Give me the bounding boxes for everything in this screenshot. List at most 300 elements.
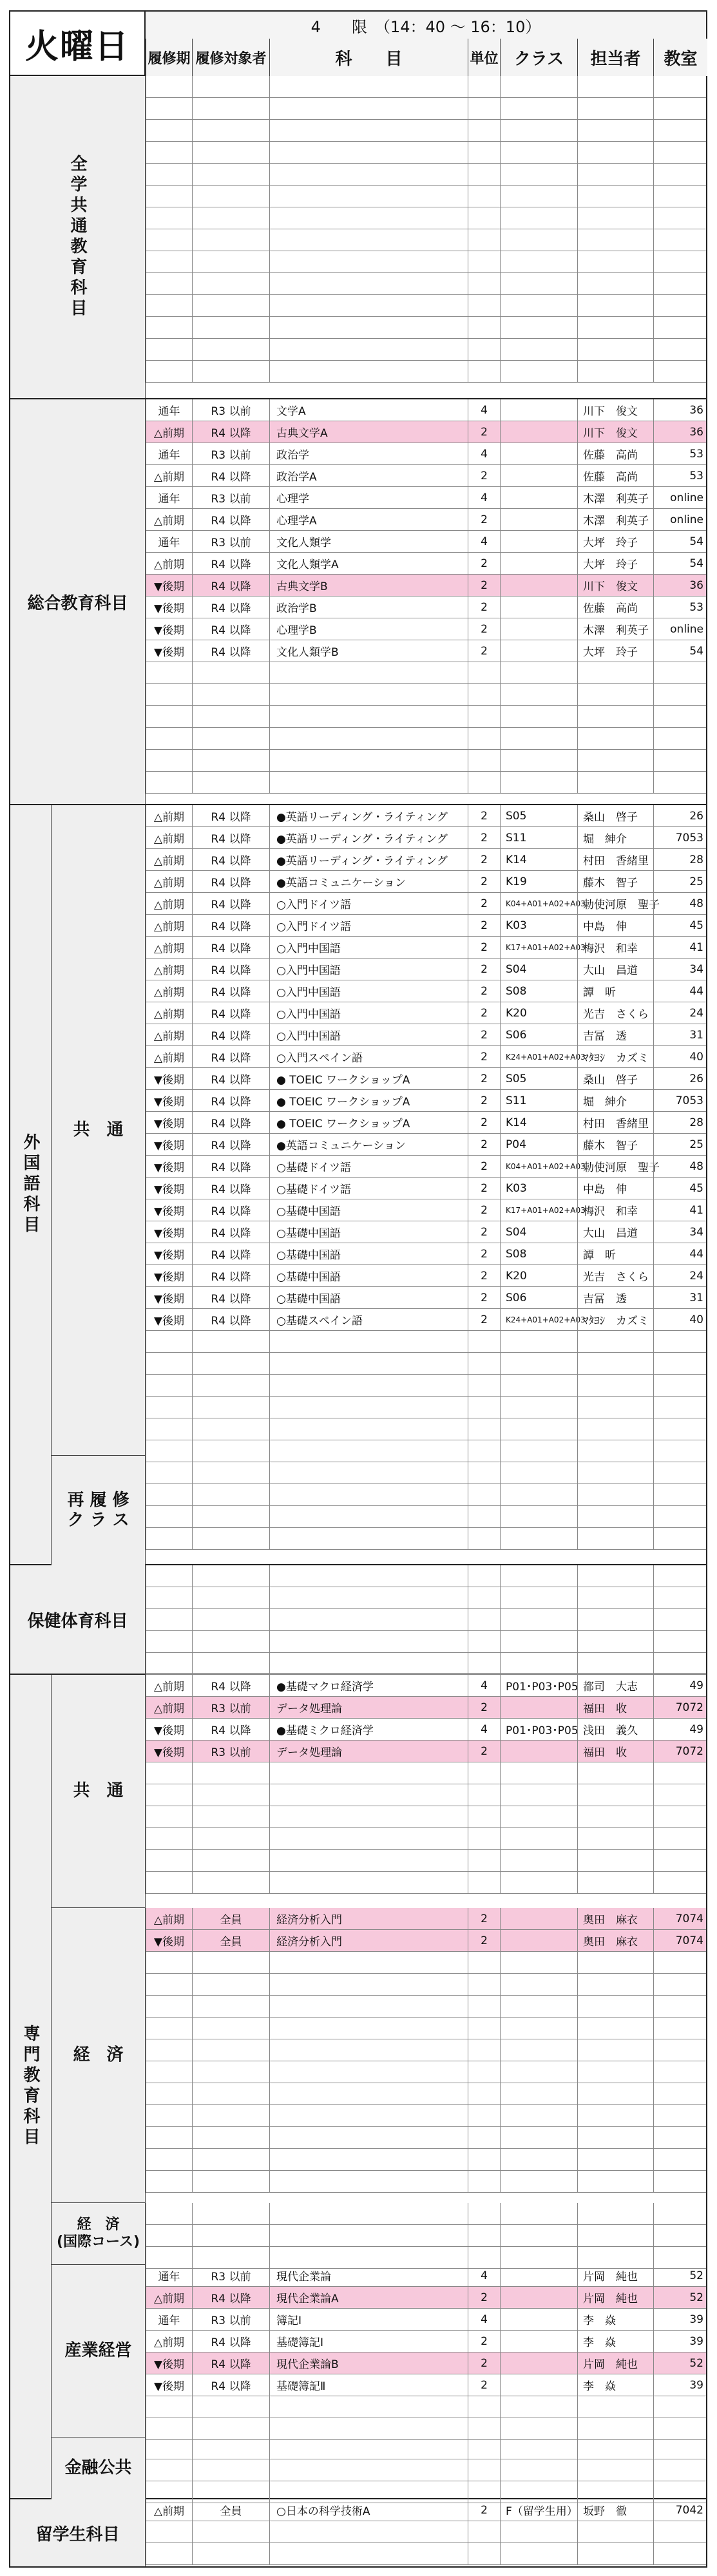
cell-target: R4 以降 bbox=[192, 1112, 269, 1133]
cell-unit bbox=[468, 706, 500, 727]
table-row bbox=[146, 1243, 706, 1265]
cell-term bbox=[146, 1952, 192, 1973]
cell-teacher: 堀 紳介 bbox=[577, 827, 653, 848]
table-row bbox=[146, 1719, 706, 1741]
cell-term: △前期 bbox=[146, 849, 192, 870]
cell-room bbox=[653, 1762, 706, 1784]
cell-subject bbox=[269, 1462, 468, 1484]
cell-teacher bbox=[577, 1397, 653, 1418]
cell-unit bbox=[468, 186, 500, 207]
cell-term: ▼後期 bbox=[146, 618, 192, 640]
cell-cls bbox=[500, 1375, 577, 1396]
cell-teacher: 譚 昕 bbox=[577, 980, 653, 1002]
cell-cls bbox=[500, 640, 577, 662]
cell-room: 34 bbox=[653, 1221, 706, 1243]
empty-row bbox=[146, 1996, 706, 2018]
col-header-class: クラス bbox=[500, 39, 577, 76]
cell-term bbox=[146, 76, 192, 97]
cell-teacher bbox=[577, 295, 653, 316]
cell-subject bbox=[269, 1762, 468, 1784]
cell-target: R4 以降 bbox=[192, 1675, 269, 1696]
cell-cls bbox=[500, 684, 577, 705]
cell-cls bbox=[500, 2225, 577, 2246]
table-header bbox=[9, 10, 707, 76]
table-row bbox=[146, 1178, 706, 1199]
cell-cls: K04+A01+A02+A03 bbox=[500, 1156, 577, 1177]
cell-term bbox=[146, 1609, 192, 1630]
cell-teacher: 大坪 玲子 bbox=[577, 553, 653, 574]
cell-teacher: 吉冨 透 bbox=[577, 1024, 653, 1045]
cell-cls bbox=[500, 186, 577, 207]
cell-cls: K04+A01+A02+A03 bbox=[500, 893, 577, 914]
rows-sogo bbox=[146, 399, 706, 804]
cell-unit: 2 bbox=[468, 1309, 500, 1330]
empty-row bbox=[146, 2438, 706, 2459]
cell-unit bbox=[468, 2171, 500, 2192]
cell-target bbox=[192, 76, 269, 97]
cell-target: R4 以降 bbox=[192, 1178, 269, 1199]
cell-room: 45 bbox=[653, 915, 706, 936]
cell-unit bbox=[468, 1850, 500, 1871]
cell-target bbox=[192, 1609, 269, 1630]
cell-target bbox=[192, 1762, 269, 1784]
cell-cls bbox=[500, 2438, 577, 2459]
section-label-hoken: 保健体育科目 bbox=[10, 1565, 146, 1674]
cell-subject: ○日本の科学技術A bbox=[269, 2499, 468, 2521]
cell-unit bbox=[468, 1872, 500, 1893]
cell-unit: 2 bbox=[468, 1068, 500, 1089]
cell-unit bbox=[468, 2418, 500, 2439]
cell-subject bbox=[269, 1631, 468, 1652]
subsection-label-gaikokugo-kyotsu: 共 通 bbox=[52, 805, 146, 1456]
col-header-room: 教室 bbox=[653, 39, 707, 76]
cell-unit bbox=[468, 251, 500, 272]
cell-target: R4 以降 bbox=[192, 1719, 269, 1740]
cell-term: ▼後期 bbox=[146, 1930, 192, 1951]
cell-term bbox=[146, 1784, 192, 1806]
empty-row bbox=[146, 1952, 706, 1974]
empty-row bbox=[146, 662, 706, 684]
table-row bbox=[146, 1908, 706, 1930]
empty-row bbox=[146, 2083, 706, 2105]
table-row bbox=[146, 1134, 706, 1156]
empty-row bbox=[146, 1418, 706, 1440]
cell-subject bbox=[269, 2396, 468, 2418]
cell-teacher bbox=[577, 207, 653, 229]
cell-target: R4 以降 bbox=[192, 1287, 269, 1308]
cell-term bbox=[146, 1484, 192, 1505]
cell-cls bbox=[500, 1440, 577, 1462]
cell-subject bbox=[269, 1952, 468, 1973]
empty-row bbox=[146, 1784, 706, 1806]
empty-row bbox=[146, 142, 706, 164]
cell-term: ▼後期 bbox=[146, 1112, 192, 1133]
table-row bbox=[146, 575, 706, 596]
cell-target: 全員 bbox=[192, 1908, 269, 1929]
cell-subject bbox=[269, 2061, 468, 2083]
cell-room bbox=[653, 317, 706, 338]
cell-term bbox=[146, 207, 192, 229]
cell-teacher bbox=[577, 2521, 653, 2543]
cell-subject: ○基礎中国語 bbox=[269, 1265, 468, 1286]
table-row bbox=[146, 465, 706, 487]
cell-unit: 2 bbox=[468, 871, 500, 892]
cell-cls: S06 bbox=[500, 1024, 577, 1045]
empty-row bbox=[146, 2521, 706, 2543]
cell-teacher: 桑山 啓子 bbox=[577, 805, 653, 826]
cell-cls bbox=[500, 487, 577, 508]
cell-unit bbox=[468, 1528, 500, 1549]
cell-teacher: 佐藤 高尚 bbox=[577, 596, 653, 618]
cell-cls bbox=[500, 2309, 577, 2330]
cell-subject bbox=[269, 706, 468, 727]
cell-teacher bbox=[577, 2203, 653, 2224]
subsection-label-keizai: 経 済 bbox=[52, 1908, 146, 2203]
table-row bbox=[146, 871, 706, 893]
cell-teacher: 木澤 利英子 bbox=[577, 487, 653, 508]
cell-subject bbox=[269, 1587, 468, 1608]
cell-cls: S05 bbox=[500, 805, 577, 826]
empty-row bbox=[146, 1375, 706, 1397]
cell-teacher bbox=[577, 251, 653, 272]
empty-row bbox=[146, 2105, 706, 2127]
cell-cls bbox=[500, 1784, 577, 1806]
table-row bbox=[146, 1309, 706, 1331]
cell-teacher: 木澤 利英子 bbox=[577, 509, 653, 530]
cell-cls bbox=[500, 2396, 577, 2418]
cell-cls bbox=[500, 553, 577, 574]
cell-target bbox=[192, 1331, 269, 1352]
cell-term: ▼後期 bbox=[146, 1156, 192, 1177]
cell-room bbox=[653, 1850, 706, 1871]
cell-cls bbox=[500, 295, 577, 316]
cell-target: R3 以前 bbox=[192, 2265, 269, 2286]
table-row bbox=[146, 1199, 706, 1221]
cell-target bbox=[192, 2396, 269, 2418]
cell-cls bbox=[500, 2018, 577, 2039]
empty-row bbox=[146, 317, 706, 339]
cell-cls bbox=[500, 1609, 577, 1630]
cell-cls bbox=[500, 2105, 577, 2126]
cell-room bbox=[653, 2149, 706, 2170]
cell-unit: 2 bbox=[468, 1265, 500, 1286]
cell-target: R3 以前 bbox=[192, 487, 269, 508]
cell-subject: ○入門中国語 bbox=[269, 980, 468, 1002]
cell-subject bbox=[269, 2018, 468, 2039]
cell-subject: ● TOEIC ワークショップA bbox=[269, 1112, 468, 1133]
cell-unit: 2 bbox=[468, 2287, 500, 2308]
cell-unit bbox=[468, 142, 500, 163]
cell-term bbox=[146, 1353, 192, 1374]
cell-term bbox=[146, 2127, 192, 2148]
table-row bbox=[146, 2374, 706, 2396]
cell-room: 26 bbox=[653, 1068, 706, 1089]
cell-cls bbox=[500, 229, 577, 251]
cell-target: R4 以降 bbox=[192, 1046, 269, 1067]
cell-subject: 古典文学B bbox=[269, 575, 468, 596]
cell-target bbox=[192, 361, 269, 382]
cell-target: R4 以降 bbox=[192, 1243, 269, 1264]
cell-term bbox=[146, 1397, 192, 1418]
cell-term bbox=[146, 98, 192, 119]
cell-term: △前期 bbox=[146, 1002, 192, 1024]
cell-term bbox=[146, 1631, 192, 1652]
cell-room bbox=[653, 2018, 706, 2039]
cell-cls: K03 bbox=[500, 915, 577, 936]
cell-subject bbox=[269, 2543, 468, 2564]
cell-room bbox=[653, 2225, 706, 2246]
cell-unit: 2 bbox=[468, 915, 500, 936]
cell-term bbox=[146, 1587, 192, 1608]
cell-teacher: 大山 昌道 bbox=[577, 959, 653, 980]
cell-term: 通年 bbox=[146, 443, 192, 464]
cell-teacher: 藤木 智子 bbox=[577, 871, 653, 892]
cell-subject: ○入門中国語 bbox=[269, 1002, 468, 1024]
cell-cls bbox=[500, 1996, 577, 2017]
cell-subject: 現代企業論 bbox=[269, 2265, 468, 2286]
empty-row bbox=[146, 2203, 706, 2225]
cell-teacher: 片岡 純也 bbox=[577, 2352, 653, 2374]
cell-cls bbox=[500, 706, 577, 727]
cell-room bbox=[653, 2083, 706, 2104]
table-row bbox=[146, 1024, 706, 1046]
cell-cls bbox=[500, 2352, 577, 2374]
cell-term bbox=[146, 662, 192, 683]
cell-unit: 2 bbox=[468, 1002, 500, 1024]
cell-unit: 2 bbox=[468, 553, 500, 574]
cell-term: △前期 bbox=[146, 1908, 192, 1929]
cell-target: R4 以降 bbox=[192, 1024, 269, 1045]
empty-row bbox=[146, 251, 706, 273]
cell-subject: ○入門中国語 bbox=[269, 1024, 468, 1045]
cell-target bbox=[192, 2061, 269, 2083]
cell-unit bbox=[468, 662, 500, 683]
cell-term bbox=[146, 120, 192, 141]
cell-target: R4 以降 bbox=[192, 465, 269, 486]
cell-room bbox=[653, 1565, 706, 1587]
cell-room: 7072 bbox=[653, 1741, 706, 1762]
cell-room: 31 bbox=[653, 1287, 706, 1308]
cell-term: ▼後期 bbox=[146, 640, 192, 662]
cell-unit bbox=[468, 339, 500, 360]
cell-term bbox=[146, 772, 192, 793]
cell-subject: ●英語リーディング・ライティング bbox=[269, 805, 468, 826]
cell-term bbox=[146, 339, 192, 360]
cell-target bbox=[192, 2018, 269, 2039]
table-row bbox=[146, 2309, 706, 2331]
cell-cls bbox=[500, 2083, 577, 2104]
cell-teacher bbox=[577, 662, 653, 683]
cell-target bbox=[192, 251, 269, 272]
cell-target: R4 以降 bbox=[192, 980, 269, 1002]
cell-room bbox=[653, 2171, 706, 2192]
cell-term: ▼後期 bbox=[146, 575, 192, 596]
cell-room: 24 bbox=[653, 1002, 706, 1024]
cell-room: 31 bbox=[653, 1024, 706, 1045]
subsection-label-saishu: 再 履 修 ク ラ ス bbox=[52, 1456, 146, 1565]
cell-teacher: 勅使河原 聖子 bbox=[577, 893, 653, 914]
cell-teacher bbox=[577, 2543, 653, 2564]
cell-teacher bbox=[577, 1528, 653, 1549]
empty-row bbox=[146, 2171, 706, 2193]
empty-row bbox=[146, 772, 706, 794]
cell-subject bbox=[269, 76, 468, 97]
col-header-teacher: 担当者 bbox=[577, 39, 653, 76]
cell-subject bbox=[269, 1375, 468, 1396]
empty-row bbox=[146, 1806, 706, 1828]
cell-room bbox=[653, 229, 706, 251]
cell-term bbox=[146, 2543, 192, 2564]
cell-cls: K24+A01+A02+A03 bbox=[500, 1046, 577, 1067]
cell-cls bbox=[500, 1762, 577, 1784]
section-label-zengaku: 全学共通教育科目 bbox=[10, 76, 146, 398]
cell-target: R3 以前 bbox=[192, 2309, 269, 2330]
cell-subject: ○基礎スペイン語 bbox=[269, 1309, 468, 1330]
cell-room: 34 bbox=[653, 959, 706, 980]
cell-room: 36 bbox=[653, 421, 706, 443]
cell-room bbox=[653, 728, 706, 749]
cell-teacher bbox=[577, 1850, 653, 1871]
table-row bbox=[146, 553, 706, 575]
cell-cls: K14 bbox=[500, 1112, 577, 1133]
cell-room bbox=[653, 1806, 706, 1827]
cell-target: R4 以降 bbox=[192, 1309, 269, 1330]
empty-row bbox=[146, 1631, 706, 1653]
cell-cls bbox=[500, 1587, 577, 1608]
cell-target bbox=[192, 1375, 269, 1396]
cell-unit bbox=[468, 229, 500, 251]
section-senmon bbox=[9, 1675, 707, 2499]
cell-room: 36 bbox=[653, 575, 706, 596]
cell-cls: S05 bbox=[500, 1068, 577, 1089]
table-row bbox=[146, 1221, 706, 1243]
cell-teacher bbox=[577, 2105, 653, 2126]
empty-row bbox=[146, 2225, 706, 2247]
cell-cls bbox=[500, 1974, 577, 1995]
cell-term: △前期 bbox=[146, 2331, 192, 2352]
cell-unit bbox=[468, 728, 500, 749]
table-row bbox=[146, 2352, 706, 2374]
cell-cls bbox=[500, 1828, 577, 1849]
cell-room bbox=[653, 1418, 706, 1440]
cell-target bbox=[192, 1484, 269, 1505]
cell-room bbox=[653, 2438, 706, 2459]
rows-gaikokugo bbox=[146, 805, 706, 1564]
cell-subject bbox=[269, 295, 468, 316]
cell-teacher: 光吉 さくら bbox=[577, 1265, 653, 1286]
cell-term bbox=[146, 684, 192, 705]
cell-target: R3 以前 bbox=[192, 531, 269, 552]
cell-teacher bbox=[577, 273, 653, 294]
section-zengaku bbox=[9, 76, 707, 399]
cell-subject: ○基礎ドイツ語 bbox=[269, 1156, 468, 1177]
empty-row bbox=[146, 361, 706, 383]
cell-room: 53 bbox=[653, 443, 706, 464]
cell-room: 39 bbox=[653, 2374, 706, 2396]
cell-cls bbox=[500, 120, 577, 141]
empty-row bbox=[146, 1462, 706, 1484]
cell-unit bbox=[468, 1440, 500, 1462]
cell-term: △前期 bbox=[146, 509, 192, 530]
table-row bbox=[146, 893, 706, 915]
cell-room bbox=[653, 1828, 706, 1849]
cell-teacher bbox=[577, 120, 653, 141]
cell-teacher: 村田 香緒里 bbox=[577, 849, 653, 870]
cell-room bbox=[653, 1484, 706, 1505]
cell-room: online bbox=[653, 618, 706, 640]
cell-cls bbox=[500, 575, 577, 596]
empty-row bbox=[146, 1506, 706, 1528]
empty-row bbox=[146, 2018, 706, 2039]
cell-unit bbox=[468, 317, 500, 338]
cell-target bbox=[192, 2225, 269, 2246]
table-row bbox=[146, 805, 706, 827]
cell-unit bbox=[468, 295, 500, 316]
cell-term: 通年 bbox=[146, 2265, 192, 2286]
cell-term: 通年 bbox=[146, 487, 192, 508]
cell-room bbox=[653, 1587, 706, 1608]
cell-target: R4 以降 bbox=[192, 2374, 269, 2396]
cell-teacher bbox=[577, 76, 653, 97]
cell-teacher: ﾏﾀﾖｼ カズミ bbox=[577, 1046, 653, 1067]
cell-room bbox=[653, 1331, 706, 1352]
empty-row bbox=[146, 1828, 706, 1850]
section-label-gaikokugo: 外国語科目 bbox=[10, 805, 52, 1564]
cell-term bbox=[146, 317, 192, 338]
cell-teacher: 桑山 啓子 bbox=[577, 1068, 653, 1089]
cell-unit: 2 bbox=[468, 980, 500, 1002]
cell-target bbox=[192, 2105, 269, 2126]
cell-term bbox=[146, 1506, 192, 1527]
cell-cls bbox=[500, 421, 577, 443]
table-row bbox=[146, 399, 706, 421]
cell-term bbox=[146, 2149, 192, 2170]
cell-term bbox=[146, 2061, 192, 2083]
cell-cls bbox=[500, 273, 577, 294]
cell-cls bbox=[500, 2521, 577, 2543]
cell-teacher: 李 焱 bbox=[577, 2309, 653, 2330]
cell-unit: 2 bbox=[468, 1908, 500, 1929]
cell-room: 36 bbox=[653, 399, 706, 421]
cell-target: R4 以降 bbox=[192, 893, 269, 914]
empty-row bbox=[146, 1850, 706, 1872]
cell-target bbox=[192, 1784, 269, 1806]
section-ryugakusei bbox=[9, 2499, 707, 2568]
cell-subject: 政治学A bbox=[269, 465, 468, 486]
cell-unit: 2 bbox=[468, 421, 500, 443]
cell-teacher bbox=[577, 361, 653, 382]
cell-subject bbox=[269, 2171, 468, 2192]
cell-unit: 2 bbox=[468, 827, 500, 848]
cell-room bbox=[653, 1506, 706, 1527]
cell-term: △前期 bbox=[146, 937, 192, 958]
cell-subject bbox=[269, 207, 468, 229]
empty-row bbox=[146, 1528, 706, 1550]
cell-term bbox=[146, 251, 192, 272]
cell-unit: 2 bbox=[468, 1046, 500, 1067]
cell-teacher: 片岡 純也 bbox=[577, 2265, 653, 2286]
cell-room: 24 bbox=[653, 1265, 706, 1286]
empty-row bbox=[146, 1587, 706, 1609]
cell-room bbox=[653, 1974, 706, 1995]
cell-unit: 4 bbox=[468, 487, 500, 508]
cell-term: 通年 bbox=[146, 399, 192, 421]
cell-target: R4 以降 bbox=[192, 1199, 269, 1221]
cell-room bbox=[653, 2203, 706, 2224]
cell-teacher: 勅使河原 聖子 bbox=[577, 1156, 653, 1177]
cell-unit: 4 bbox=[468, 2309, 500, 2330]
rows-senmon-sangyo bbox=[146, 2265, 706, 2438]
